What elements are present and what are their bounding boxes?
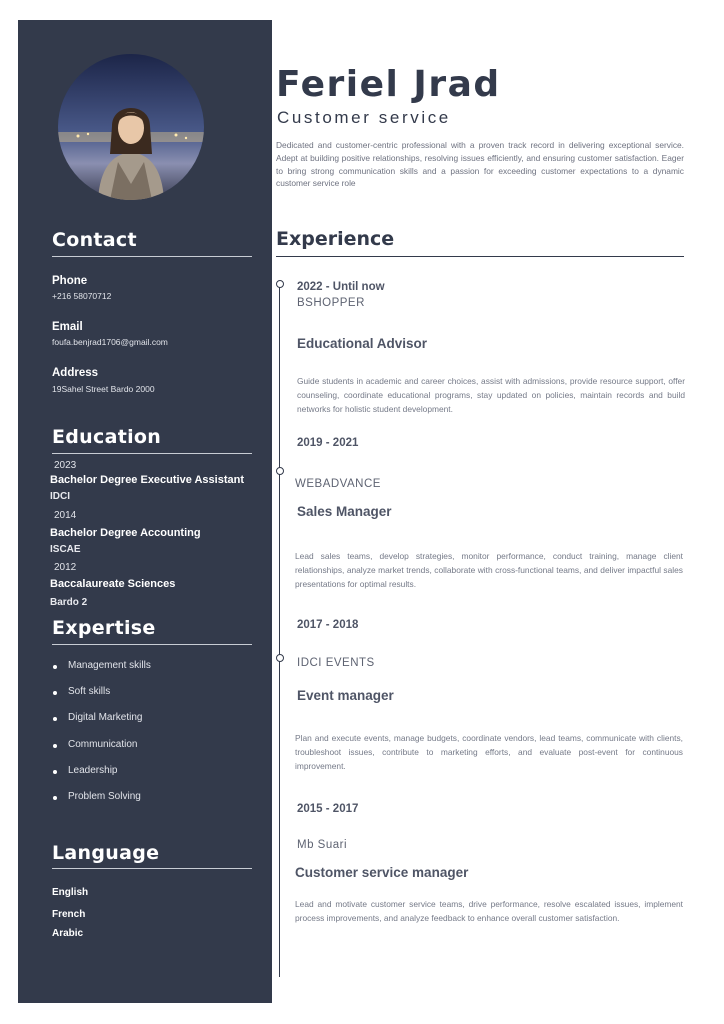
expertise-item: Communication xyxy=(52,739,151,765)
experience-heading: Experience xyxy=(276,228,395,250)
language-divider xyxy=(52,868,252,869)
job-title: Event manager xyxy=(297,688,394,703)
phone-value: +216 58070712 xyxy=(52,291,112,301)
job-title: Educational Advisor xyxy=(297,336,428,351)
education-divider xyxy=(52,453,252,454)
expertise-list xyxy=(52,660,151,817)
language-item: French xyxy=(52,909,86,920)
language-item: English xyxy=(52,887,89,898)
contact-divider xyxy=(52,256,252,257)
education-school: ISCAE xyxy=(50,544,81,555)
job-period: 2015 - 2017 xyxy=(297,803,359,815)
job-description: Lead and motivate customer service teams, drive performance, resolve escalated issues, implement process improvements, and analyze feedback to enhance overall customer satisfaction. xyxy=(295,899,683,923)
sidebar xyxy=(18,20,272,1003)
timeline-dot xyxy=(276,654,284,662)
job-role: Customer service xyxy=(277,108,451,127)
education-degree: Bachelor Degree Accounting xyxy=(50,527,201,539)
address-value: 19Sahel Street Bardo 2000 xyxy=(52,384,155,394)
job-period: 2022 - Until now xyxy=(297,281,385,293)
job-company: WEBADVANCE xyxy=(295,478,381,490)
expertise-item: Management skills xyxy=(52,660,151,686)
education-school: Bardo 2 xyxy=(50,597,88,608)
experience-divider xyxy=(276,256,684,257)
job-company: BSHOPPER xyxy=(297,297,365,309)
profile-summary: Dedicated and customer-centric professional with a proven track record in delivering exceptional service. Adept at building positive relationships, resolving issues efficiently, and ensuring customer satisfaction. Eager to bring strong communication skills and a passion for exceeding customer expectations to a dynamic customer service role xyxy=(276,140,684,189)
email-label: Email xyxy=(52,321,83,333)
expertise-heading: Expertise xyxy=(52,617,156,639)
job-period: 2019 - 2021 xyxy=(297,437,359,449)
expertise-item: Leadership xyxy=(52,765,151,791)
timeline-dot xyxy=(276,467,284,475)
expertise-item: Problem Solving xyxy=(52,791,151,817)
contact-heading: Contact xyxy=(52,229,137,251)
job-description: Lead sales teams, develop strategies, monitor performance, conduct training, manage client relationships, analyze market trends, collaborate with cross-functional teams, and deliver impactful sales presentations for optimal results. xyxy=(295,551,683,589)
education-heading: Education xyxy=(52,426,162,448)
profile-photo xyxy=(58,54,204,200)
job-company: Mb Suari xyxy=(297,839,348,851)
education-year: 2012 xyxy=(54,562,77,573)
expertise-item: Soft skills xyxy=(52,686,151,712)
education-year: 2014 xyxy=(54,510,77,521)
education-degree: Baccalaureate Sciences xyxy=(50,578,176,590)
job-title: Customer service manager xyxy=(295,865,469,880)
expertise-item: Digital Marketing xyxy=(52,712,151,738)
language-heading: Language xyxy=(52,842,160,864)
language-item: Arabic xyxy=(52,928,84,939)
job-description: Plan and execute events, manage budgets, coordinate vendors, lead teams, communicate with clients, troubleshoot issues, contribute to marketing efforts, and evaluate post-event for continuous improvement. xyxy=(295,733,683,771)
timeline-dot xyxy=(276,280,284,288)
job-period: 2017 - 2018 xyxy=(297,619,359,631)
job-company: IDCI EVENTS xyxy=(297,657,375,669)
timeline-line xyxy=(279,283,280,977)
phone-label: Phone xyxy=(52,275,88,287)
person-name: Feriel Jrad xyxy=(276,64,501,105)
address-label: Address xyxy=(52,367,99,379)
education-degree: Bachelor Degree Executive Assistant xyxy=(50,474,245,486)
job-description: Guide students in academic and career choices, assist with admissions, provide resource support, offer counseling, coordinate educational programs, stay updated on policies, maintain records and build networks for holistic student development. xyxy=(297,376,685,414)
job-title: Sales Manager xyxy=(297,504,392,519)
email-value: foufa.benjrad1706@gmail.com xyxy=(52,337,168,347)
expertise-divider xyxy=(52,644,252,645)
person-photo-icon xyxy=(58,54,204,200)
education-year: 2023 xyxy=(54,460,77,471)
education-school: IDCI xyxy=(50,491,70,502)
